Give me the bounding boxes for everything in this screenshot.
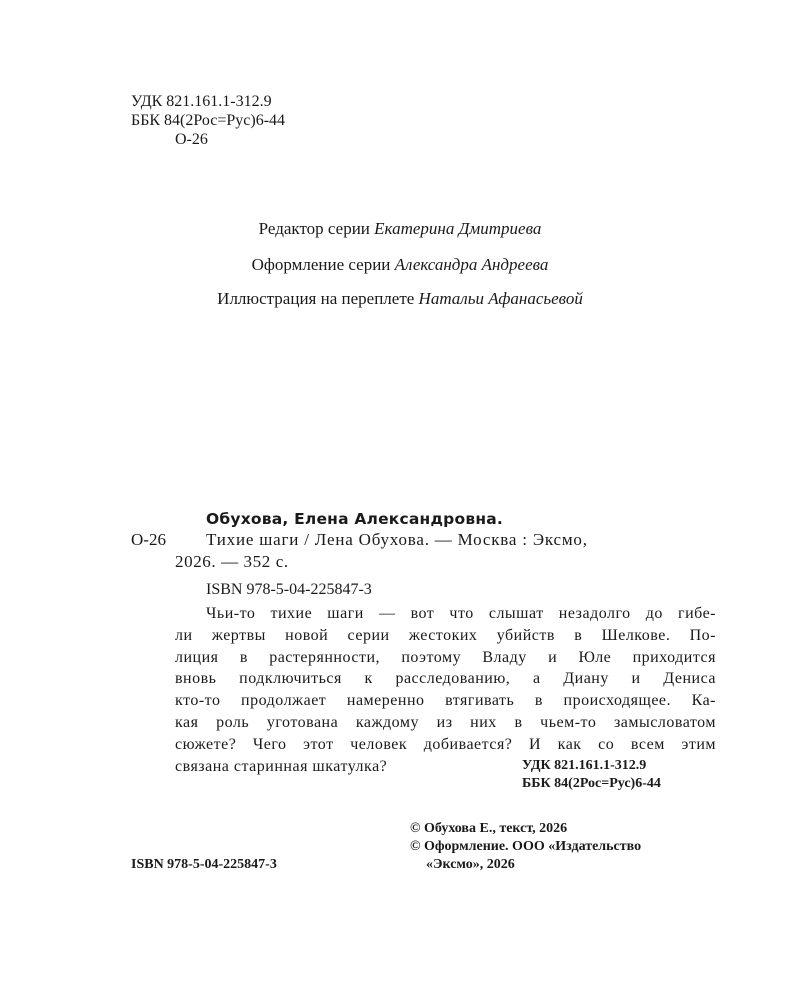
credit-editor-role: Редактор серии [258,219,370,238]
credit-design-name: Александра Андреева [394,255,549,274]
annotation-line: ли жертвы новой серии жестоких убийств в Шелкове. По- [175,626,716,644]
record-title-line-1: Тихие шаги / Лена Обухова. — Москва : Эксмо, [206,530,588,549]
udk-code-bottom: УДК 821.161.1-312.9 [522,758,647,773]
record-author: Обухова, Елена Александровна. [206,510,503,528]
copyright-design: © Оформление. ООО «Издательство [410,839,642,854]
credit-illustration [0,289,800,309]
credit-editor-name: Екатерина Дмитриева [374,219,542,238]
isbn-bottom: ISBN 978-5-04-225847-3 [131,857,277,872]
credit-editor [0,219,800,239]
credit-design-role: Оформление серии [251,255,391,274]
record-isbn: ISBN 978-5-04-225847-3 [206,581,372,598]
annotation-line: Чьи-то тихие шаги — вот что слышат незадолго до гибе- [206,605,716,622]
annotation-line: вновь подключиться к расследованию, а Диану и Дениса [175,670,716,688]
copyright-text: © Обухова Е., текст, 2026 [410,821,568,836]
credit-illustration-role: Иллюстрация на переплете [217,289,415,308]
annotation [175,603,716,777]
credit-illustration-name: Натальи Афанасьевой [418,289,583,308]
udk-code-top: УДК 821.161.1-312.9 [131,93,272,110]
annotation-line: сюжете? Чего этот человек добивается? И как со всем этим [175,735,716,753]
record-title-line-2: 2026. — 352 с. [175,552,289,571]
bbk-code-top: ББК 84(2Рос=Рус)6-44 [131,112,286,129]
record-mark: О-26 [131,530,166,549]
annotation-line: кая роль уготована каждому из них в чьем-то замысловатом [175,713,716,731]
annotation-line: кто-то продолжает намеренно втягивать в происходящее. Ка- [175,692,716,710]
bbk-code-bottom: ББК 84(2Рос=Рус)6-44 [522,776,661,791]
author-mark-top: О-26 [175,131,208,148]
copyright-publisher: «Эксмо», 2026 [426,857,515,872]
annotation-line: связана старинная шкатулка? [175,757,388,775]
annotation-line: лиция в растерянности, поэтому Владу и Юле приходится [175,648,716,666]
credit-design [0,255,800,275]
